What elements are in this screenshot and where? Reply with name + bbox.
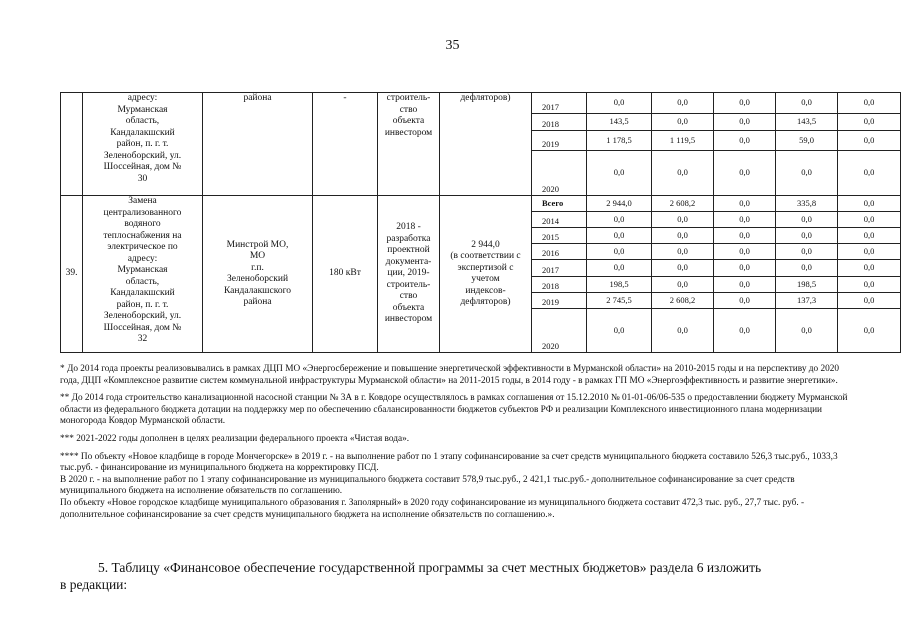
year-cell: 2018 [532, 277, 587, 293]
year-cell: 2020 [532, 309, 587, 353]
value-cell: 0,0 [587, 244, 652, 260]
value-cell: 0,0 [714, 196, 776, 212]
value-cell: 0,0 [776, 228, 838, 244]
year-cell: 2018 [532, 114, 587, 131]
value-cell: 0,0 [776, 93, 838, 114]
customer-cell: Минстрой МО, МО г.п. Зеленоборский Кандалакшского района [203, 196, 313, 353]
value-cell: 137,3 [776, 293, 838, 309]
value-cell: 143,5 [587, 114, 652, 131]
value-cell: 1 119,5 [652, 131, 714, 151]
value-cell: 0,0 [714, 260, 776, 277]
value-cell: 0,0 [714, 212, 776, 228]
value-cell: 0,0 [714, 277, 776, 293]
value-cell: 0,0 [838, 212, 901, 228]
footnote: * До 2014 года проекты реализовывались в рамках ДЦП МО «Энергосбережение и повышение энергетической эффективности в Мурманской области» на 2010-2015 годы и на перспективу до 2020 года, ДЦП «Комплексное развитие систем коммунальной инфраструктуры Мурманской области» на 2011-2015 годы, в 2014 году - в рамках ГП МО «Энергоэффективность и развитие энергетики». [60, 364, 840, 386]
footnote: По объекту «Новое городское кладбище муниципального образования г. Заполярный» в 2020 году софинансирование из муниципального бюджета составит 472,3 тыс. руб., 27,7 тыс. руб. - дополнительное софинансирование за счет средств муниципального бюджета на исполнение обязательств по соглашению.». [60, 497, 805, 520]
value-cell: 0,0 [714, 93, 776, 114]
value-cell: 0,0 [776, 260, 838, 277]
year-cell: 2017 [532, 93, 587, 114]
value-cell: 0,0 [587, 309, 652, 353]
value-cell: 1 178,5 [587, 131, 652, 151]
value-cell: 2 944,0 [587, 196, 652, 212]
object-address-cell: Замена централизованного водяного теплоснабжения на электрическое по адресу: Мурманская область, Кандалакшский район, п. г. т. Зеленоборский, ул. Шоссейная, дом № 32 [83, 196, 203, 353]
value-cell: 0,0 [714, 228, 776, 244]
value-cell: 198,5 [587, 277, 652, 293]
value-cell: 59,0 [776, 131, 838, 151]
value-cell: 0,0 [714, 293, 776, 309]
value-cell: 2 745,5 [587, 293, 652, 309]
value-cell: 0,0 [714, 309, 776, 353]
value-cell: 0,0 [587, 151, 652, 196]
value-cell: 198,5 [776, 277, 838, 293]
year-cell: 2019 [532, 293, 587, 309]
footnote: ** До 2014 года строительство канализационной насосной станции № 3А в г. Ковдоре осуществлялось в рамках соглашения от 15.12.2010 № 01-01-06/06-535 о предоставлении бюджету Мурманской области из федерального бюджета дотации на поддержку мер по обеспечению сбалансированности бюджетов субъектов РФ и реализации Комплексного инвестиционного плана модернизации моногорода Ковдор Мурманской области. [60, 393, 848, 427]
object-address-cell: адресу: Мурманская область, Кандалакшский район, п. г. т. Зеленоборский, ул. Шоссейная, дом № 30 [83, 93, 203, 196]
value-cell: 0,0 [838, 131, 901, 151]
footnote: *** 2021-2022 годы дополнен в целях реализации федерального проекта «Чистая вода». [60, 433, 410, 444]
investment-objects-table [60, 92, 901, 353]
section-line: в редакции: [60, 577, 128, 592]
value-cell: 0,0 [652, 309, 714, 353]
value-cell: 0,0 [838, 244, 901, 260]
cost-cell: дефляторов) [440, 93, 532, 196]
row-number-cell [61, 93, 83, 196]
value-cell: 0,0 [652, 93, 714, 114]
year-cell: 2014 [532, 212, 587, 228]
value-cell: 0,0 [838, 93, 901, 114]
value-cell: 143,5 [776, 114, 838, 131]
value-cell: 0,0 [652, 244, 714, 260]
total-label-cell: Всего [532, 196, 587, 212]
page-number: 35 [445, 38, 460, 53]
value-cell: 0,0 [714, 131, 776, 151]
value-cell: 0,0 [652, 212, 714, 228]
value-cell: 2 608,2 [652, 293, 714, 309]
value-cell: 0,0 [652, 151, 714, 196]
table-row [61, 93, 901, 114]
capacity-cell: 180 кВт [313, 196, 378, 353]
value-cell: 0,0 [652, 228, 714, 244]
stage-cell: строитель- ство объекта инвестором [378, 93, 440, 196]
value-cell: 0,0 [838, 114, 901, 131]
value-cell: 0,0 [838, 309, 901, 353]
value-cell: 335,8 [776, 196, 838, 212]
value-cell: 0,0 [776, 309, 838, 353]
value-cell: 0,0 [838, 228, 901, 244]
year-cell: 2020 [532, 151, 587, 196]
year-cell: 2019 [532, 131, 587, 151]
value-cell: 0,0 [714, 151, 776, 196]
value-cell: 0,0 [652, 277, 714, 293]
value-cell: 0,0 [838, 196, 901, 212]
value-cell: 0,0 [714, 114, 776, 131]
value-cell: 0,0 [587, 260, 652, 277]
row-number-cell: 39. [61, 196, 83, 353]
value-cell: 0,0 [776, 151, 838, 196]
value-cell: 0,0 [587, 228, 652, 244]
value-cell: 0,0 [652, 260, 714, 277]
value-cell: 0,0 [587, 93, 652, 114]
footnote: В 2020 г. - на выполнение работ по 1 этапу софинансирование из муниципального бюджета составит 578,9 тыс.руб., 2 421,1 тыс.руб.- дополнительное софинансирование за счет средств муниципального бюджета на исполнение обязательств по соглашению. [60, 474, 795, 497]
year-cell: 2017 [532, 260, 587, 277]
stage-cell: 2018 - разработка проектной документа- ции, 2019- строитель- ство объекта инвестором [378, 196, 440, 353]
cost-cell: 2 944,0 (в соответствии с экспертизой с учетом индексов- дефляторов) [440, 196, 532, 353]
customer-cell: района [203, 93, 313, 196]
value-cell: 0,0 [776, 212, 838, 228]
value-cell: 0,0 [587, 212, 652, 228]
footnotes [60, 364, 860, 524]
section-paragraph [60, 559, 860, 593]
value-cell: 0,0 [652, 114, 714, 131]
value-cell: 0,0 [776, 244, 838, 260]
section-line: 5. Таблицу «Финансовое обеспечение государственной программы за счет местных бюджетов» раздела 6 изложить [98, 560, 762, 575]
year-cell: 2015 [532, 228, 587, 244]
value-cell: 0,0 [838, 293, 901, 309]
value-cell: 0,0 [714, 244, 776, 260]
value-cell: 0,0 [838, 277, 901, 293]
value-cell: 0,0 [838, 151, 901, 196]
value-cell: 0,0 [838, 260, 901, 277]
footnote: **** По объекту «Новое кладбище в городе Мончегорске» в 2019 г. - на выполнение работ по 1 этапу софинансирование за счет средств муниципального бюджета составило 526,3 тыс.руб., 1033,3 тыс.руб. - финансирование из муниципального бюджета на корректировку ПСД. [60, 451, 838, 474]
value-cell: 2 608,2 [652, 196, 714, 212]
table-row [61, 196, 901, 212]
year-cell: 2016 [532, 244, 587, 260]
capacity-cell: - [313, 93, 378, 196]
